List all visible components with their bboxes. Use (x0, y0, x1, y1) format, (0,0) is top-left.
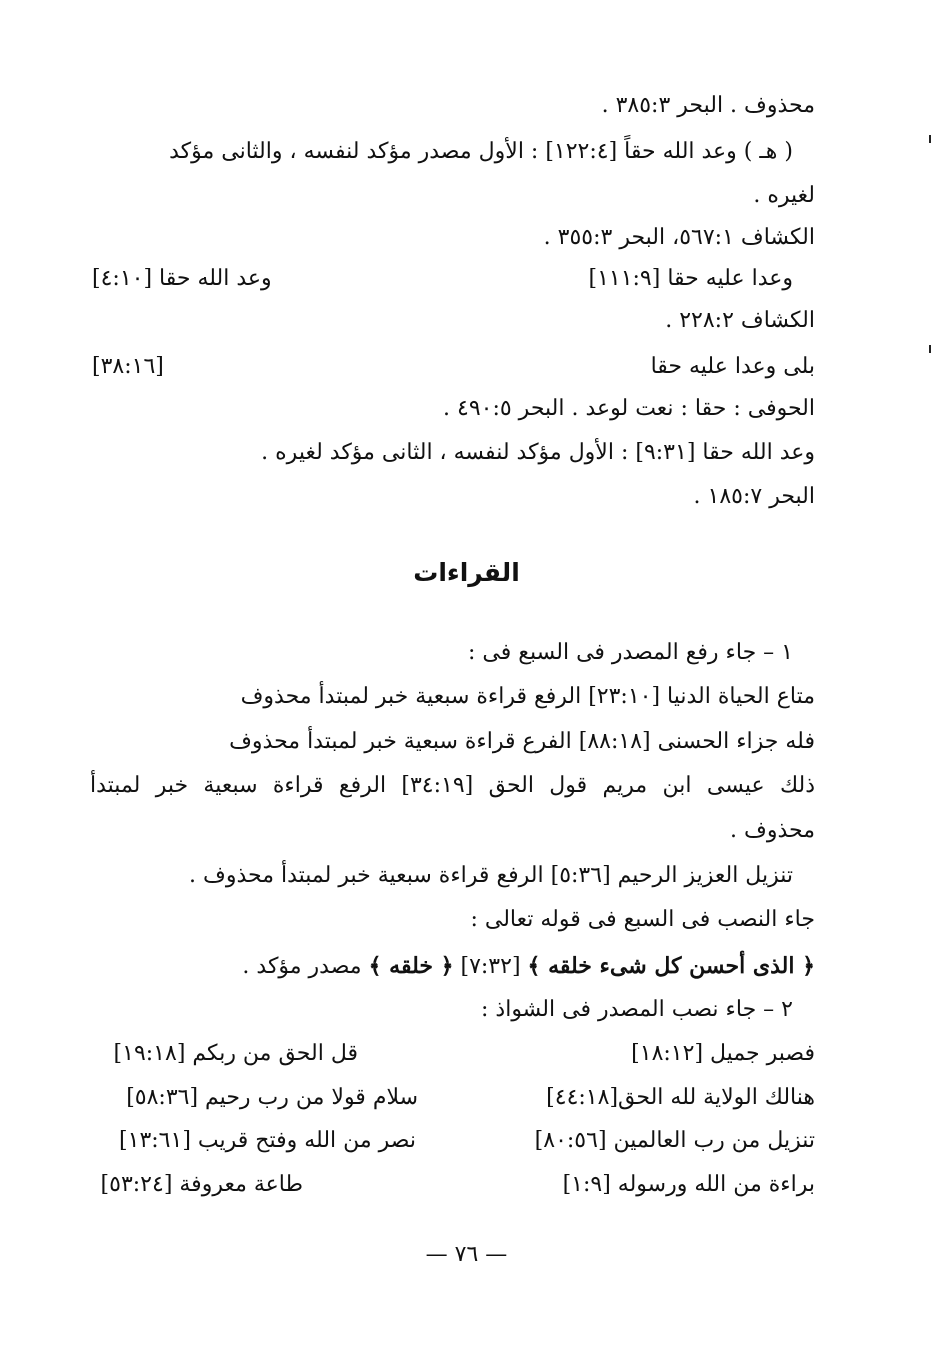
section-line-4: ذلك عيسى ابن مريم قول الحق [٣٤:١٩] الرفع قراءة سبعية خبر لمبتدأ (90, 773, 815, 798)
verse-comment: مصدر مؤكد . (242, 954, 369, 979)
verse-reference: [٧:٣٢] (453, 954, 528, 979)
quran-verse-1: ﴿ الذى أحسن كل شىء خلقه ﴾ (527, 953, 815, 979)
text-line-10: البحر ١٨٥:٧ . (693, 484, 815, 509)
section-line-7: جاء النصب فى السبع فى قوله تعالى : (470, 907, 815, 932)
text-line-5-left: وعد الله حقا [٤:١٠] (92, 266, 272, 291)
table-row-1-right: فصبر جميل [١٨:١٢] (631, 1041, 815, 1066)
section-line-9: ٢ – جاء نصب المصدر فى الشواذ : (481, 997, 793, 1022)
table-row-2-right: هنالك الولاية لله الحق[٤٤:١٨] (546, 1085, 815, 1110)
text-line-8: الحوفى : حقا : نعت لوعد . البحر ٤٩٠:٥ . (443, 396, 815, 421)
section-line-1: ١ – جاء رفع المصدر فى السبع فى : (468, 640, 793, 665)
margin-mark-middle (929, 345, 931, 353)
table-row-3-right: تنزيل من رب العالمين [٨٠:٥٦] (534, 1128, 815, 1153)
table-row-4-left: طاعة معروفة [٥٣:٢٤] (100, 1172, 303, 1197)
text-line-4: الكشاف ٥٦٧:١، البحر ٣٥٥:٣ . (543, 225, 815, 250)
section-line-5: محذوف . (730, 818, 815, 843)
section-heading: القراءات (413, 558, 520, 587)
section-line-6: تنزيل العزيز الرحيم [٥:٣٦] الرفع قراءة سبعية خبر لمبتدأ محذوف . (189, 863, 793, 888)
table-row-1-left: قل الحق من ربكم [١٩:١٨] (113, 1041, 358, 1066)
section-line-3: فله جزاء الحسنى [٨٨:١٨] الفرع قراءة سبعية خبر لمبتدأ محذوف (229, 729, 815, 754)
table-row-4-right: براءة من الله ورسوله [١:٩] (562, 1172, 815, 1197)
page-number: — ٧٦ — (425, 1242, 508, 1267)
text-line-2: ( هـ ) وعد الله حقاً [١٢٢:٤] : الأول مصدر مؤكد لنفسه ، والثانى مؤكد (169, 139, 793, 164)
text-line-3: لغيره . (753, 183, 815, 208)
table-row-2-left: سلام قولا من رب رحيم [٥٨:٣٦] (126, 1085, 418, 1110)
quran-verse-2: ﴿ خلقه ﴾ (368, 953, 454, 979)
text-line-7-left: [٣٨:١٦] (92, 354, 164, 379)
text-line-1: محذوف . البحر ٣٨٥:٣ . (601, 93, 815, 118)
section-line-8 (242, 951, 815, 982)
section-line-2: متاع الحياة الدنيا [٢٣:١٠] الرفع قراءة سبعية خبر لمبتدأ محذوف (240, 684, 815, 709)
table-row-3-left: نصر من الله وفتح قريب [١٣:٦١] (119, 1128, 416, 1153)
text-line-6: الكشاف ٢٢٨:٢ . (665, 308, 815, 333)
margin-mark-top (929, 135, 931, 143)
text-line-9: وعد الله حقا [٩:٣١] : الأول مؤكد لنفسه ، الثانى مؤكد لغيره . (261, 440, 815, 465)
text-line-5-right: وعدا عليه حقا [١١١:٩] (588, 266, 793, 291)
text-line-7-right: بلى وعدا عليه حقا (650, 354, 815, 379)
